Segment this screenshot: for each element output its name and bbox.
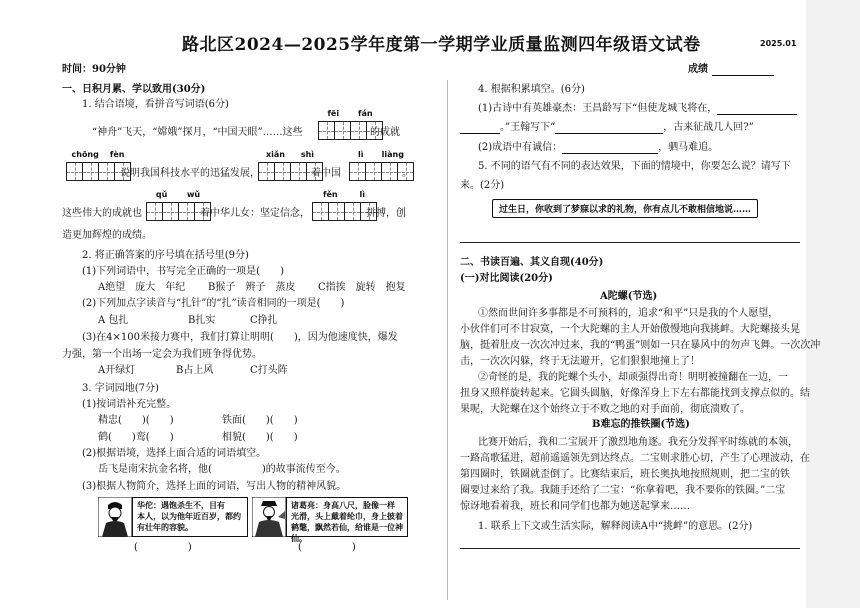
question-5-line2: 来。(2分) [460, 180, 505, 191]
passage-b-line: 一路高歌猛进，超前遥遥领先到达终点。二宝则求胜心切，产生了心理波动，在 [460, 453, 810, 464]
question-4: 4. 根据积累填空。(6分) [478, 84, 585, 95]
pinyin: lì [358, 150, 364, 159]
score-blank[interactable] [712, 75, 774, 76]
answer-line[interactable] [460, 242, 800, 243]
passage-b-line: 圈要过来给了我。我随手还给了二宝：“你拿着吧，我不要你的铁圈。”二宝 [460, 485, 786, 496]
q4-1-line2: 。”王翰写下“ ，古来征战几人回?” [460, 121, 754, 134]
huatuo-portrait-icon [98, 497, 132, 537]
q1-line1b: 的成就 [370, 127, 400, 138]
q3-word-3: 鹤( )鸾( ) [98, 432, 174, 443]
exam-date: 2025.01 [760, 39, 797, 48]
score-label: 成绩 [688, 63, 774, 76]
passage-a-line: 击，一次次闪躲，终于无法避开，它们狠狠地撞上了！ [460, 356, 700, 367]
huatuo-card: 华佗：遇饱杀生不，目有 本人，以为他年近百岁，都约 有壮年的容貌。 [132, 497, 248, 537]
passage-a-line: ②奇怪的是，我的陀螺个头小，却顽强得出奇！明明被撞翻在一边，一 [478, 372, 788, 383]
section-1-heading: 一、日积月累、学以致用(30分) [62, 84, 206, 95]
q3-3: (3)根据人物简介，选择上面的词语，写出人物的精神风貌。 [82, 481, 347, 492]
passage-b-line: 第四圈时，铁圈就歪倒了。比赛结束后，班长奥执地按照规则，把二宝的铁 [460, 469, 790, 480]
q4-2: (2)成语中有诚信： ，驷马难追。 [478, 142, 719, 153]
passage-a-line: 扭身又照样旋转起来。它圆头圆脑，好像浑身上下左右都能找到支撑点似的。结 [460, 388, 810, 399]
q1-line3a: 这些伟大的成就也 [62, 208, 142, 219]
column-divider [447, 80, 448, 600]
q1-line2c: 。 [402, 168, 412, 179]
pinyin: fěn [322, 190, 338, 199]
question-3: 3. 字词园地(7分) [82, 383, 159, 394]
pinyin: wǔ [187, 190, 201, 199]
q1-line2a: 说明我国科技水平的迅猛发展， [120, 168, 260, 179]
pinyin: fēi [327, 109, 340, 118]
zhugeliang-card: 诸葛亮：身高八尺，脸像一样 光滑，头上戴着纶巾，身上披着 鹤氅，飘然若仙，给谁是一位神仙。 [286, 497, 408, 537]
q4-blank-4[interactable] [562, 153, 658, 154]
passage-a-title: A陀螺(节选) [600, 291, 658, 302]
zhugeliang-portrait-icon [252, 497, 286, 537]
q1-line1a: “神舟”飞天，“嫦娥”探月，“中国天眼”……这些 [92, 127, 303, 138]
q3-1: (1)按词语补充完整。 [82, 399, 177, 410]
exam-time: 时间：90分钟 [62, 64, 126, 75]
pinyin: liàng [381, 150, 404, 159]
exam-title: 路北区2024—2025学年度第一学期学业质量监测四年级语文试卷 [182, 35, 701, 55]
q1-line2b: 着中国 [311, 168, 341, 179]
question-5-line1: 5. 不同的语气有不同的表达效果，下面的情境中，你要怎么说？请写下 [478, 161, 791, 172]
q4-blank-2[interactable] [460, 133, 500, 134]
pinyin: qǔ [155, 190, 168, 199]
q1-line3b: 着中华儿女：坚定信念， [200, 208, 310, 219]
pinyin: lì [359, 190, 366, 199]
q3-word-1: 精忠( )( ) [98, 415, 174, 426]
q2-2-option-b: B扎实 [188, 315, 216, 326]
answer-blank-zhugeliang[interactable]: ( ) [298, 542, 356, 553]
q2-3-line1: (3)在4×100米接力赛中，我们打算让明明( )，因为他速度快，爆发 [82, 332, 398, 343]
pinyin: shì [300, 150, 315, 159]
q2-3-option-a: A开绿灯 [98, 365, 136, 376]
q2-1-option-a: A绝望 庞大 年纪 [98, 282, 186, 293]
q3-word-4: 相貌( )( ) [222, 432, 298, 443]
q2-2-option-c: C挣扎 [250, 315, 278, 326]
q2-1: (1)下列词语中，书写完全正确的一项是( ) [82, 266, 284, 277]
question-2: 2. 将正确答案的序号填在括号里(9分) [82, 250, 249, 261]
passage-a-line: ①然而世间许多事都是不可预料的，追求“和平”只是我的个人愿望， [478, 308, 779, 319]
q2-3-option-b: B占上风 [176, 365, 214, 376]
q2-3-option-c: C打头阵 [250, 365, 288, 376]
section-2-heading: 二、书读百遍、其义自现(40分) [460, 257, 604, 268]
passage-b-line: 惊讶地看着我，班长和同学们也都为她送起掌来…… [460, 501, 690, 512]
passage-a-line: 脑，挺着肚皮一次次冲过来，我的“鸭蛋”则如一只在暴风中的勿声飞舞。一次次冲 [460, 340, 821, 351]
q1-line3c: 拼搏，创 [366, 208, 406, 219]
passage-a-line: 小伙伴们可不甘寂寞，一个大陀螺的主人开始傲慢地向我挑衅。大陀螺接头晃 [460, 324, 800, 335]
sub-section-heading: (一)对比阅读(20分) [460, 273, 553, 284]
q3-word-2: 铁面( )( ) [222, 415, 298, 426]
pinyin: xiǎn [265, 150, 285, 159]
pinyin: chōng [71, 150, 99, 159]
pinyin: fèn [109, 150, 125, 159]
answer-blank-huatuo[interactable]: ( ) [134, 542, 192, 553]
answer-line[interactable] [460, 548, 800, 549]
q3-2-sentence: 岳飞是南宋抗金名将，他( )的故事流传至今。 [98, 464, 346, 475]
q2-2-option-a: A 包扎 [98, 315, 129, 326]
question-1: 1. 结合语境，看拼音写词语(6分) [82, 99, 229, 110]
pinyin: fán [357, 109, 373, 118]
passage-b-title: B难忘的推铁圈(节选) [592, 419, 690, 430]
q4-blank-1[interactable] [717, 114, 797, 115]
q1-line4: 造更加辉煌的成绩。 [62, 230, 152, 241]
scan-margin [806, 0, 860, 608]
q2-2: (2)下列加点字读音与“扎针”的“扎”读音相同的一项是( ) [82, 298, 345, 309]
q2-3-line2: 力强，第一个出场一定会为我们班争得优势。 [62, 349, 262, 360]
q3-2: (2)根据语境，选择上面合适的词语填空。 [82, 448, 267, 459]
q4-1-line1: (1)古诗中有英雄豪杰：王昌龄写下“但使龙城飞将在， [478, 102, 797, 115]
q4-blank-3[interactable] [555, 133, 663, 134]
passage-a-line: 果呢，大陀螺在这个始终立于不败之地的对手面前，彻底溃败了。 [460, 404, 750, 415]
q2-1-option-b: B猴子 辨子 蒸皮 [208, 282, 296, 293]
q5-situation-box: 过生日，你收到了梦寐以求的礼物，你有点儿不敢相信地说…… [492, 199, 758, 218]
passage-b-line: 比赛开始后，我和二宝展开了激烈地角逐。我充分发挥平时练就的本领， [478, 437, 798, 448]
q2-1-option-c: C指挨 旋转 抱复 [318, 282, 406, 293]
reading-question-1: 1. 联系上下文或生活实际，解释阅读A中“挑衅”的意思。(2分) [478, 521, 753, 532]
